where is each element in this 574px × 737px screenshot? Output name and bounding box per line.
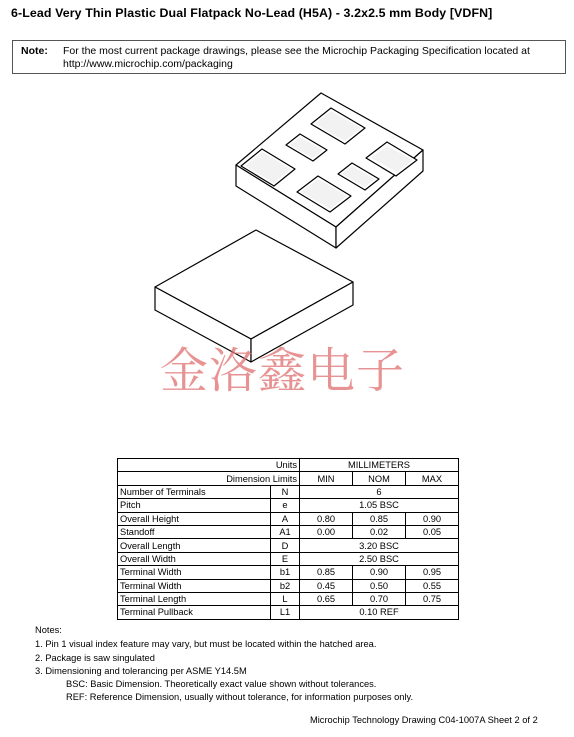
dimension-min: 0.65 — [300, 592, 353, 605]
table-row — [118, 579, 459, 592]
dimension-max: 0.05 — [406, 525, 459, 538]
dimension-symbol: b2 — [271, 579, 300, 592]
dimension-name: Terminal Length — [118, 592, 271, 605]
dimension-max: 0.90 — [406, 512, 459, 525]
table-row — [118, 606, 459, 619]
limits-label: Dimension Limits — [118, 472, 300, 485]
dimension-value: 6 — [300, 485, 459, 498]
dimension-nom: 0.90 — [353, 566, 406, 579]
note-3: 3. Dimensioning and tolerancing per ASME Y14.5M — [35, 665, 247, 676]
dimension-value: 3.20 BSC — [300, 539, 459, 552]
dimension-max: 0.75 — [406, 592, 459, 605]
table-row — [118, 539, 459, 552]
dimension-symbol: L — [271, 592, 300, 605]
note-line-1: For the most current package drawings, please see the Microchip Packaging Specification located at — [63, 45, 530, 57]
col-min: MIN — [300, 472, 353, 485]
dimension-name: Overall Length — [118, 539, 271, 552]
dimension-name: Overall Width — [118, 552, 271, 565]
dimension-max: 0.55 — [406, 579, 459, 592]
note-line-2: http://www.microchip.com/packaging — [63, 58, 233, 70]
notes-heading: Notes: — [35, 625, 62, 635]
dimension-name: Pitch — [118, 499, 271, 512]
col-nom: NOM — [353, 472, 406, 485]
dimension-name: Number of Terminals — [118, 485, 271, 498]
note-bsc: BSC: Basic Dimension. Theoretically exact value shown without tolerances. — [66, 679, 377, 690]
dimension-nom: 0.50 — [353, 579, 406, 592]
dimension-table — [117, 458, 459, 620]
dimension-name: Standoff — [118, 525, 271, 538]
note-1: 1. Pin 1 visual index feature may vary, but must be located within the hatched area. — [35, 639, 377, 650]
dimension-value: 2.50 BSC — [300, 552, 459, 565]
dimension-value: 0.10 REF — [300, 606, 459, 619]
note-ref: REF: Reference Dimension, usually without tolerance, for information purposes only. — [66, 692, 414, 703]
dimension-min: 0.85 — [300, 566, 353, 579]
note-2: 2. Package is saw singulated — [35, 652, 155, 663]
units-value: MILLIMETERS — [300, 459, 459, 472]
table-row — [118, 566, 459, 579]
note-label: Note: — [21, 45, 48, 57]
dimension-name: Terminal Pullback — [118, 606, 271, 619]
notes — [35, 624, 413, 705]
table-row — [118, 499, 459, 512]
dimension-name: Terminal Width — [118, 579, 271, 592]
dimension-nom: 0.85 — [353, 512, 406, 525]
dimension-symbol: L1 — [271, 606, 300, 619]
dimension-name: Overall Height — [118, 512, 271, 525]
dimension-symbol: b1 — [271, 566, 300, 579]
dimension-nom: 0.70 — [353, 592, 406, 605]
dimension-symbol: e — [271, 499, 300, 512]
dimension-name: Terminal Width — [118, 566, 271, 579]
dimension-min: 0.45 — [300, 579, 353, 592]
drawing-footer: Microchip Technology Drawing C04-1007A Sheet 2 of 2 — [310, 715, 538, 725]
table-row — [118, 592, 459, 605]
dimension-symbol: A — [271, 512, 300, 525]
page-title: 6-Lead Very Thin Plastic Dual Flatpack No-Lead (H5A) - 3.2x2.5 mm Body [VDFN] — [11, 6, 493, 20]
table-row — [118, 512, 459, 525]
dimension-symbol: D — [271, 539, 300, 552]
units-label: Units — [118, 459, 300, 472]
dimension-nom: 0.02 — [353, 525, 406, 538]
table-row-units — [118, 459, 459, 472]
dimension-min: 0.00 — [300, 525, 353, 538]
dimension-value: 1.05 BSC — [300, 499, 459, 512]
table-row — [118, 552, 459, 565]
dimension-symbol: A1 — [271, 525, 300, 538]
dimension-max: 0.95 — [406, 566, 459, 579]
table-row — [118, 485, 459, 498]
dimension-symbol: E — [271, 552, 300, 565]
col-max: MAX — [406, 472, 459, 485]
dimension-min: 0.80 — [300, 512, 353, 525]
dimension-symbol: N — [271, 485, 300, 498]
table-row — [118, 525, 459, 538]
table-row-limits — [118, 472, 459, 485]
watermark: 金洛鑫电子 — [160, 343, 406, 399]
